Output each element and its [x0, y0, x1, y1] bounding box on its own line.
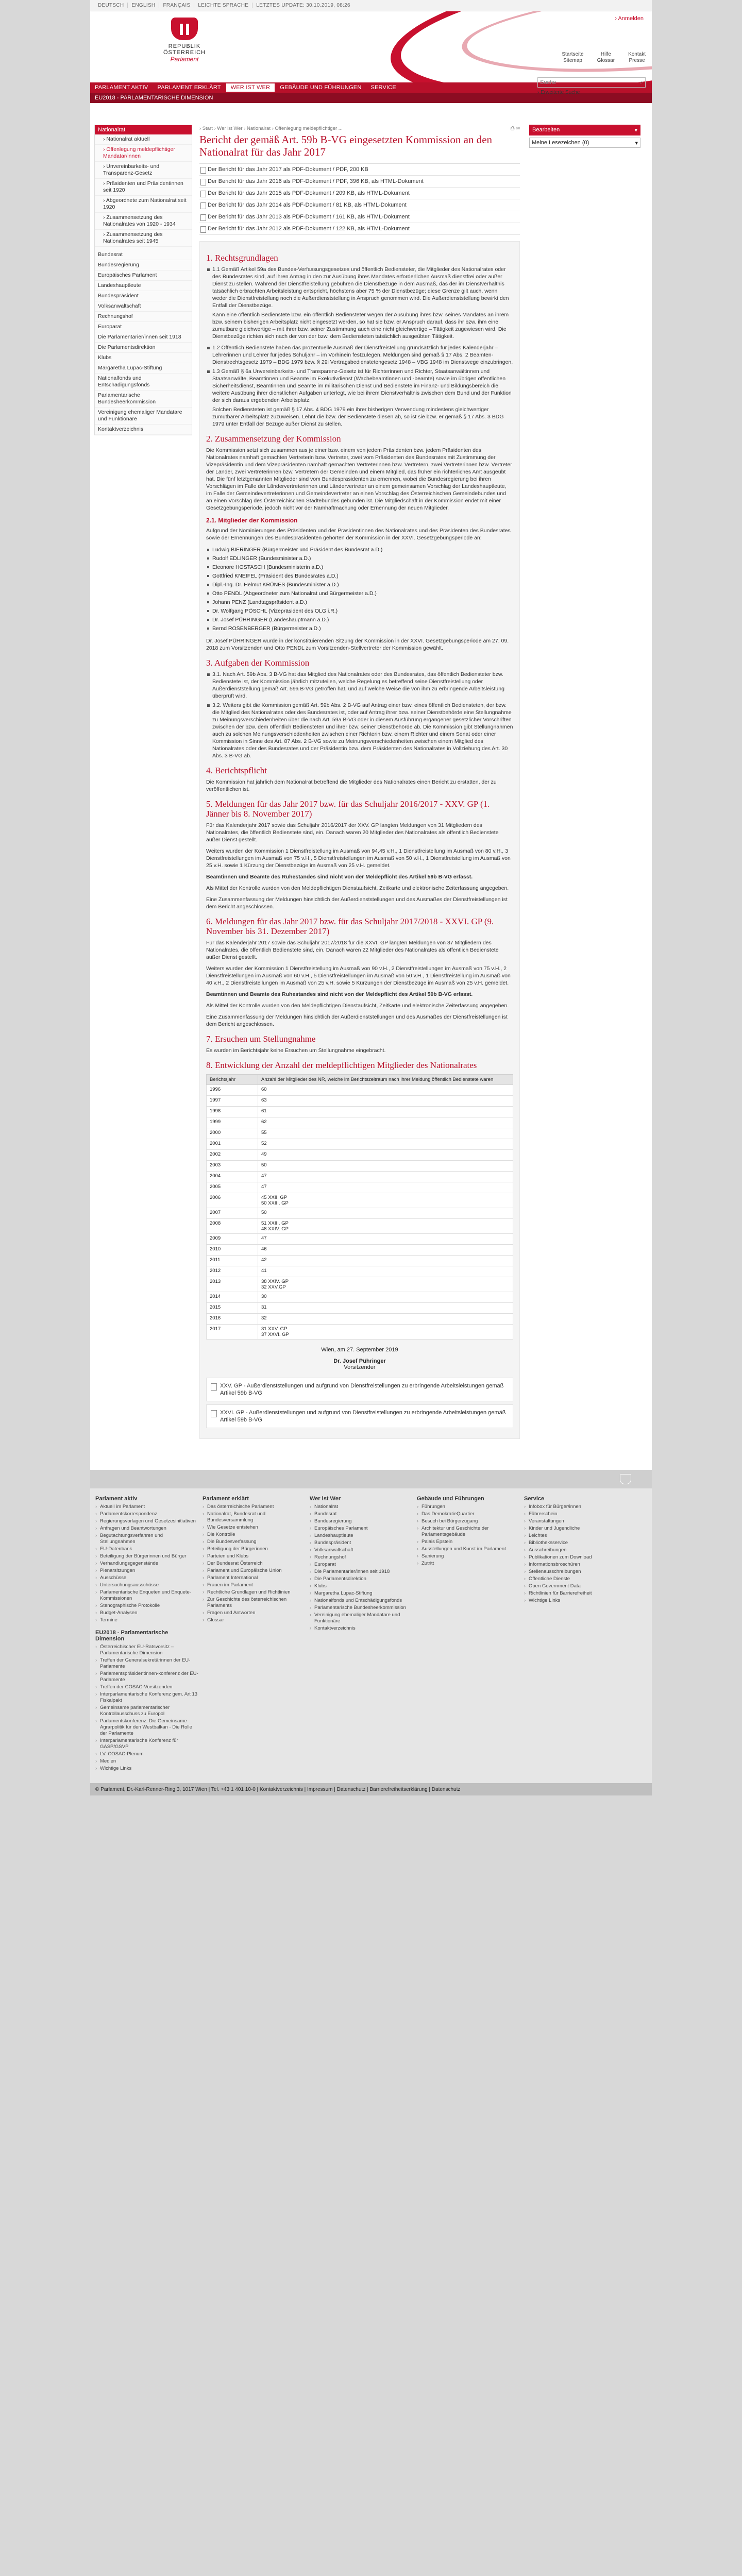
- footer-link[interactable]: › Informationsbroschüren: [524, 1562, 627, 1568]
- count-cell: 42: [258, 1256, 513, 1266]
- count-cell: 38 XXIV. GP 32 XXV.GP: [258, 1277, 513, 1292]
- footer-link[interactable]: › Vereinigung ehemaliger Mandatare und Funktionäre: [310, 1612, 413, 1624]
- year-cell: 2005: [207, 1182, 258, 1193]
- footer-link[interactable]: › Parlamentskonferenz: Die Gemeinsame Agrarpolitik für den Westbalkan - Die Rolle der Parlamente: [95, 1718, 198, 1737]
- table-row: [207, 1139, 513, 1150]
- download-link[interactable]: XXVI. GP - Außerdienststellungen und aufgrund von Dienstfreistellungen zu erbringende Arbeitsleistungen gemäß Artikel 59b B-VG: [206, 1404, 513, 1428]
- report-link[interactable]: Der Bericht für das Jahr 2016 als PDF-Dokument / PDF, 396 KB, als HTML-Dokument: [199, 176, 520, 188]
- member-item: Dr. Josef PÜHRINGER (Landeshauptmann a.D.): [206, 616, 513, 624]
- footer-link[interactable]: › Interparlamentarische Konferenz für GASP/GSVP: [95, 1738, 198, 1750]
- year-cell: 2011: [207, 1256, 258, 1266]
- footer-link[interactable]: › Die Parlamentarier/innen seit 1918: [310, 1569, 413, 1575]
- leftnav-item[interactable]: Parlamentarische Bundesheerkommission: [95, 391, 192, 408]
- footer-link[interactable]: › Parlamentspräsidentinnen-konferenz der EU-Parlamente: [95, 1671, 198, 1683]
- section-heading: 3. Aufgaben der Kommission: [206, 658, 310, 668]
- leftnav-item[interactable]: Rechnungshof: [95, 312, 192, 322]
- leftnav-item[interactable]: Nationalfonds und Entschädigungsfonds: [95, 374, 192, 391]
- footer-link[interactable]: › Margaretha Lupac-Stiftung: [310, 1590, 413, 1597]
- footer-link[interactable]: › Regierungsvorlagen und Gesetzesinitiativen: [95, 1518, 198, 1524]
- table-row: [207, 1292, 513, 1303]
- year-cell: 2003: [207, 1161, 258, 1172]
- footer-column: [417, 1496, 520, 1773]
- footer-link[interactable]: › Veranstaltungen: [524, 1518, 627, 1524]
- member-item: Ludwig BIERINGER (Bürgermeister und Präsident des Bundesrat a.D.): [206, 546, 513, 554]
- footer-column: [310, 1496, 413, 1773]
- header-tool-link[interactable]: [597, 52, 615, 64]
- footer-link[interactable]: › Anfragen und Beantwortungen: [95, 1526, 198, 1532]
- year-cell: 2010: [207, 1245, 258, 1256]
- footer-link[interactable]: › Rechtliche Grundlagen und Richtlinien: [203, 1589, 306, 1596]
- footer-link[interactable]: › Öffentliche Dienste: [524, 1576, 627, 1582]
- print-icon[interactable]: ⎙ ✉: [510, 126, 520, 131]
- footer-heading[interactable]: Wer ist Wer: [310, 1496, 341, 1502]
- count-cell: 55: [258, 1128, 513, 1139]
- leftnav-item[interactable]: Margaretha Lupac-Stiftung: [95, 363, 192, 374]
- leftnav-subitem[interactable]: › Zusammensetzung des Nationalrates von 1920 - 1934: [95, 213, 192, 230]
- footer-link[interactable]: › Bundespräsident: [310, 1540, 413, 1546]
- leftnav-subitem[interactable]: › Abgeordnete zum Nationalrat seit 1920: [95, 196, 192, 213]
- footer-link[interactable]: › Nationalrat: [310, 1504, 413, 1510]
- tool-label: Glossar: [597, 58, 615, 63]
- nav-item[interactable]: EU2018 - PARLAMENTARISCHE DIMENSION: [95, 95, 213, 101]
- leftnav-item[interactable]: Volksanwaltschaft: [95, 301, 192, 312]
- nav-item[interactable]: PARLAMENT ERKLÄRT: [157, 84, 221, 91]
- footer-link[interactable]: › Parlamentarische Bundesheerkommission: [310, 1605, 413, 1611]
- table-row: [207, 1266, 513, 1277]
- member-item: Bernd ROSENBERGER (Bürgermeister a.D.): [206, 624, 513, 633]
- header-tools: [562, 52, 646, 64]
- footer-link[interactable]: › Zur Geschichte des österreichischen Parlaments: [203, 1597, 306, 1609]
- footer-heading[interactable]: Parlament erklärt: [203, 1496, 249, 1502]
- footer-link[interactable]: › Parlament International: [203, 1575, 306, 1581]
- leftnav-item[interactable]: Die Parlamentarier/innen seit 1918: [95, 332, 192, 343]
- footer-link[interactable]: › LV. COSAC-Plenum: [95, 1751, 198, 1757]
- leftnav-subitem[interactable]: › Offenlegung meldepflichtiger Mandatar/innen: [95, 145, 192, 162]
- footer-link[interactable]: › Parlament und Europäische Union: [203, 1568, 306, 1574]
- footer-link[interactable]: › Begutachtungsverfahren und Stellungnahmen: [95, 1533, 198, 1545]
- footer-link[interactable]: › Wichtige Links: [95, 1766, 198, 1772]
- report-link[interactable]: Der Bericht für das Jahr 2013 als PDF-Dokument / 161 KB, als HTML-Dokument: [199, 211, 520, 223]
- table-row: [207, 1085, 513, 1096]
- count-cell: 47: [258, 1172, 513, 1182]
- footer-heading[interactable]: Gebäude und Führungen: [417, 1496, 484, 1502]
- count-cell: 32: [258, 1314, 513, 1325]
- footer: [90, 1488, 652, 1783]
- count-cell: 47: [258, 1234, 513, 1245]
- footer-link[interactable]: › Besuch bei Bürgerzugang: [417, 1518, 520, 1524]
- footer-link[interactable]: › Frauen im Parlament: [203, 1582, 306, 1588]
- count-cell: 50: [258, 1208, 513, 1219]
- footer-link[interactable]: › Publikationen zum Download: [524, 1554, 627, 1561]
- footer-link[interactable]: › Treffen der Generalsekretärinnen der EU-Parlamente: [95, 1657, 198, 1670]
- report-link[interactable]: Der Bericht für das Jahr 2015 als PDF-Dokument / 209 KB, als HTML-Dokument: [199, 188, 520, 199]
- table-row: [207, 1234, 513, 1245]
- table-row: [207, 1117, 513, 1128]
- table-row: [207, 1161, 513, 1172]
- subsection-heading: 2.1. Mitglieder der Kommission: [206, 517, 298, 524]
- last-update: LETZTES UPDATE: 30.10.2019, 08:26: [256, 3, 350, 8]
- footer-column: [95, 1496, 198, 1773]
- language-link[interactable]: ENGLISH: [128, 3, 159, 8]
- footer-link[interactable]: › Infobox für Bürger/innen: [524, 1504, 627, 1510]
- footer-link[interactable]: › Open Government Data: [524, 1583, 627, 1589]
- nav-item[interactable]: GEBÄUDE UND FÜHRUNGEN: [280, 84, 362, 91]
- footer-link[interactable]: › Europäisches Parlament: [310, 1526, 413, 1532]
- report-link[interactable]: Der Bericht für das Jahr 2014 als PDF-Dokument / 81 KB, als HTML-Dokument: [199, 199, 520, 211]
- header: [90, 11, 652, 82]
- footer-link[interactable]: › Treffen der COSAC-Vorsitzenden: [95, 1684, 198, 1690]
- header-tool-link[interactable]: [562, 52, 583, 64]
- footer-link[interactable]: › Ausschüsse: [95, 1575, 198, 1581]
- count-cell: 52: [258, 1139, 513, 1150]
- report-link[interactable]: Der Bericht für das Jahr 2012 als PDF-Dokument / 122 KB, als HTML-Dokument: [199, 223, 520, 235]
- count-cell: 41: [258, 1266, 513, 1277]
- nav-item[interactable]: SERVICE: [370, 84, 396, 91]
- section-heading: 5. Meldungen für das Jahr 2017 bzw. für das Schuljahr 2016/2017 - XXV. GP (1. Jänner bis 8. November 2017): [206, 799, 490, 819]
- header-tool-link[interactable]: [628, 52, 646, 64]
- language-link[interactable]: LEICHTE SPRACHE: [194, 3, 252, 8]
- search-icon[interactable]: ⌕: [639, 79, 643, 86]
- statistics-table: Berichtsjahr Anzahl der Mitglieder des NR, welche im Berichtszeitraum nach ihrer Meldung öffentlich Bedienstete waren 1996 60 1997 63 1998 61 1999 62 2000 55 2001 52 2002 49 2003 50 2004 47 2005 47 2006 45 XXII. GP 50 XXIII. GP 2007 50 2008 51 XXIII. GP 48 XXIV. GP 2009 47 2010 46 2011 42 2012 41 2013 38 XXIV. GP 32 XXV.GP 2014 30 2015 31 2016 32 2017 31 XXV. GP 37 XXVI. GP: [206, 1074, 513, 1340]
- member-list: [206, 546, 513, 633]
- year-cell: 1999: [207, 1117, 258, 1128]
- footer-link[interactable]: › Ausschreibungen: [524, 1547, 627, 1553]
- footer-heading[interactable]: Parlament aktiv: [95, 1496, 138, 1502]
- footer-link[interactable]: › Budget-Analysen: [95, 1610, 198, 1616]
- footer-link[interactable]: › Bundesregierung: [310, 1518, 413, 1524]
- footer-link[interactable]: › Nationalfonds und Entschädigungsfonds: [310, 1598, 413, 1604]
- count-cell: 31: [258, 1303, 513, 1314]
- chevron-down-icon: ▾: [634, 127, 637, 133]
- footer-bar: © Parlament, Dr.-Karl-Renner-Ring 3, 1017 Wien | Tel. +43 1 401 10-0 | Kontaktverzeichnis | Impressum | Datenschutz | Barrierefreiheitserklärung | Datenschutz: [90, 1783, 652, 1795]
- footer-link[interactable]: › Leichtes: [524, 1533, 627, 1539]
- footer-link[interactable]: › Glossar: [203, 1617, 306, 1623]
- table-row: [207, 1245, 513, 1256]
- search-box: [537, 77, 646, 95]
- footer-link[interactable]: › Der Bundesrat Österreich: [203, 1561, 306, 1567]
- advanced-search-link[interactable]: › Erweiterte Suche: [537, 90, 580, 95]
- count-cell: 61: [258, 1107, 513, 1117]
- dropdown-icon: ▾: [635, 140, 638, 146]
- footer-column: [524, 1496, 627, 1773]
- footer-link[interactable]: › Europarat: [310, 1562, 413, 1568]
- search-input[interactable]: Suche ⌕: [537, 77, 646, 88]
- count-cell: 31 XXV. GP 37 XXVI. GP: [258, 1325, 513, 1340]
- tool-label: Hilfe: [600, 52, 611, 57]
- footer-link[interactable]: › Führerschein: [524, 1511, 627, 1517]
- member-item: Gottfried KNEIFEL (Präsident des Bundesrates a.D.): [206, 572, 513, 581]
- footer-link[interactable]: › Führungen: [417, 1504, 520, 1510]
- section-heading: 8. Entwicklung der Anzahl der meldepflichtigen Mitglieder des Nationalrates: [206, 1060, 477, 1070]
- table-row: [207, 1193, 513, 1208]
- language-link[interactable]: FRANÇAIS: [159, 3, 194, 8]
- footer-link[interactable]: › Architektur und Geschichte der Parlamentsgebäude: [417, 1526, 520, 1538]
- tool-label: Startseite: [562, 52, 584, 57]
- footer-link[interactable]: › Palais Epstein: [417, 1539, 520, 1545]
- leftnav-subitem[interactable]: › Nationalrat aktuell: [95, 134, 192, 145]
- table-row: [207, 1303, 513, 1314]
- table-row: [207, 1219, 513, 1234]
- member-item: Eleonore HOSTASCH (Bundesministerin a.D.): [206, 563, 513, 572]
- section-heading: 2. Zusammensetzung der Kommission: [206, 434, 341, 444]
- year-cell: 2008: [207, 1219, 258, 1234]
- footer-link[interactable]: › Wie Gesetze entstehen: [203, 1524, 306, 1531]
- footer-link[interactable]: › Kontaktverzeichnis: [310, 1625, 413, 1632]
- footer-link[interactable]: › Sanierung: [417, 1553, 520, 1560]
- download-link[interactable]: XXV. GP - Außerdienststellungen und aufgrund von Dienstfreistellungen zu erbringende Arbeitsleistungen gemäß Artikel 59b B-VG: [206, 1378, 513, 1401]
- footer-link[interactable]: › Fragen und Antworten: [203, 1610, 306, 1616]
- footer-link[interactable]: › Plenarsitzungen: [95, 1568, 198, 1574]
- leftnav-item[interactable]: Europarat: [95, 322, 192, 332]
- table-row: [207, 1325, 513, 1340]
- footer-link[interactable]: › Aktuell im Parlament: [95, 1504, 198, 1510]
- count-cell: 63: [258, 1096, 513, 1107]
- footer-link[interactable]: › Österreichischer EU-Ratsvorsitz – Parlamentarische Dimension: [95, 1644, 198, 1656]
- table-row: [207, 1256, 513, 1266]
- footer-link[interactable]: › Medien: [95, 1758, 198, 1765]
- leftnav-subitem[interactable]: › Unvereinbarkeits- und Transparenz-Gesetz: [95, 162, 192, 179]
- report-link[interactable]: Der Bericht für das Jahr 2017 als PDF-Dokument / PDF, 200 KB: [199, 164, 520, 176]
- language-bar: [90, 0, 652, 11]
- leftnav-item[interactable]: Landeshauptleute: [95, 281, 192, 291]
- footer-link[interactable]: › Rechnungshof: [310, 1554, 413, 1561]
- footer-link[interactable]: › Untersuchungsausschüsse: [95, 1582, 198, 1588]
- section-heading: 6. Meldungen für das Jahr 2017 bzw. für das Schuljahr 2017/2018 - XXVI. GP (9. November bis 31. Dezember 2017): [206, 917, 494, 936]
- year-cell: 1997: [207, 1096, 258, 1107]
- table-row: [207, 1096, 513, 1107]
- year-cell: 2004: [207, 1172, 258, 1182]
- leftnav-item[interactable]: Klubs: [95, 353, 192, 363]
- leftnav-subitem[interactable]: › Präsidenten und Präsidentinnen seit 1920: [95, 179, 192, 196]
- footer-link[interactable]: › Bibliotheksservice: [524, 1540, 627, 1546]
- footer-link[interactable]: › Beteiligung der Bürgerinnen und Bürger: [95, 1553, 198, 1560]
- leftnav-subitem[interactable]: › Zusammensetzung des Nationalrates seit 1945: [95, 230, 192, 247]
- footer-link[interactable]: › Volksanwaltschaft: [310, 1547, 413, 1553]
- signature: Wien, am 27. September 2019 Dr. Josef Pühringer Vorsitzender: [321, 1347, 398, 1370]
- tool-label: Presse: [629, 58, 645, 63]
- count-cell: 62: [258, 1117, 513, 1128]
- footer-column: [203, 1496, 306, 1773]
- year-cell: 2009: [207, 1234, 258, 1245]
- footer-link[interactable]: › Die Parlamentsdirektion: [310, 1576, 413, 1582]
- year-cell: 2012: [207, 1266, 258, 1277]
- year-cell: 2006: [207, 1193, 258, 1208]
- footer-link[interactable]: › Termine: [95, 1617, 198, 1623]
- footer-heading[interactable]: EU2018 - Parlamentarische Dimension: [95, 1630, 168, 1642]
- download-list: [206, 1378, 513, 1428]
- year-cell: 2013: [207, 1277, 258, 1292]
- member-item: Dr. Wolfgang PÖSCHL (Vizepräsident des OLG i.R.): [206, 607, 513, 616]
- member-item: Johann PENZ (Landtagspräsident a.D.): [206, 598, 513, 607]
- breadcrumb: › Start › Wer ist Wer › Nationalrat › Offenlegung meldepflichtiger ... ⎙ ✉: [199, 126, 520, 131]
- language-link[interactable]: DEUTSCH: [94, 3, 128, 8]
- count-cell: 50: [258, 1161, 513, 1172]
- member-item: Otto PENDL (Abgeordneter zum Nationalrat und Bürgermeister a.D.): [206, 589, 513, 598]
- section-heading: 4. Berichtspflicht: [206, 766, 267, 775]
- count-cell: 49: [258, 1150, 513, 1161]
- section-heading: 7. Ersuchen um Stellungnahme: [206, 1034, 316, 1044]
- footer-link[interactable]: › Die Bundesverfassung: [203, 1539, 306, 1545]
- tool-label: Kontakt: [628, 52, 646, 57]
- footer-link[interactable]: › Verhandlungsgegenstände: [95, 1561, 198, 1567]
- table-row: [207, 1172, 513, 1182]
- footer-link[interactable]: › Klubs: [310, 1583, 413, 1589]
- login-link[interactable]: › Anmelden: [615, 15, 644, 22]
- footer-link[interactable]: › Ausstellungen und Kunst im Parlament: [417, 1546, 520, 1552]
- report-list: [199, 163, 520, 235]
- count-cell: 30: [258, 1292, 513, 1303]
- section-heading: 1. Rechtsgrundlagen: [206, 253, 278, 263]
- member-item: Rudolf EDLINGER (Bundesminister a.D.): [206, 554, 513, 563]
- eagle-icon: [171, 18, 198, 40]
- footer-link[interactable]: › Stellenausschreibungen: [524, 1569, 627, 1575]
- member-item: Dipl.-Ing. Dr. Helmut KRÜNES (Bundesminister a.D.): [206, 581, 513, 589]
- table-row: [207, 1314, 513, 1325]
- count-cell: 51 XXIII. GP 48 XXIV. GP: [258, 1219, 513, 1234]
- table-row: [207, 1128, 513, 1139]
- year-cell: 2015: [207, 1303, 258, 1314]
- footer-link[interactable]: › Stenographische Protokolle: [95, 1603, 198, 1609]
- eagle-icon: [620, 1474, 631, 1484]
- year-cell: 2001: [207, 1139, 258, 1150]
- footer-link[interactable]: › Parlamentskorrespondenz: [95, 1511, 198, 1517]
- footer-link[interactable]: › Parlamentarische Enqueten und Enquete-Kommissionen: [95, 1589, 198, 1602]
- bookmark-select[interactable]: Meine Lesezeichen (0) ▾: [529, 138, 640, 148]
- leftnav-head[interactable]: Nationalrat: [95, 125, 192, 134]
- footer-link[interactable]: › Wichtige Links: [524, 1598, 627, 1604]
- footer-link[interactable]: › Beteiligung der Bürgerinnen: [203, 1546, 306, 1552]
- footer-heading[interactable]: Service: [524, 1496, 545, 1502]
- leftnav-item[interactable]: Bundesrat: [95, 250, 192, 260]
- table-row: [207, 1277, 513, 1292]
- table-row: [207, 1208, 513, 1219]
- count-cell: 60: [258, 1085, 513, 1096]
- footer-link[interactable]: › Richtlinien für Barrierefreiheit: [524, 1590, 627, 1597]
- footer-link[interactable]: › Zutritt: [417, 1561, 520, 1567]
- nav-item[interactable]: WER IST WER: [226, 83, 276, 92]
- footer-link[interactable]: › Das österreichische Parlament: [203, 1504, 306, 1510]
- count-cell: 47: [258, 1182, 513, 1193]
- footer-link[interactable]: › Bundesrat: [310, 1511, 413, 1517]
- year-cell: 2000: [207, 1128, 258, 1139]
- table-row: [207, 1182, 513, 1193]
- year-cell: 1998: [207, 1107, 258, 1117]
- right-sidebar: [527, 121, 645, 1439]
- page-title: Bericht der gemäß Art. 59b B-VG eingesetzten Kommission an den Nationalrat für das Jahr 2017: [199, 133, 493, 158]
- year-cell: 1996: [207, 1085, 258, 1096]
- leftnav-item[interactable]: Vereinigung ehemaliger Mandatare und Funktionäre: [95, 408, 192, 425]
- leftnav-item[interactable]: Europäisches Parlament: [95, 270, 192, 281]
- leftnav-item[interactable]: Bundespräsident: [95, 291, 192, 301]
- bookmark-box-head[interactable]: Bearbeiten ▾: [529, 125, 640, 135]
- footer-link[interactable]: › Interparlamentarische Konferenz gem. Art 13 Fiskalpakt: [95, 1691, 198, 1704]
- footer-link[interactable]: › Gemeinsame parlamentarischer Kontrollausschuss zu Europol: [95, 1705, 198, 1717]
- count-cell: 45 XXII. GP 50 XXIII. GP: [258, 1193, 513, 1208]
- footer-link[interactable]: › EU-Datenbank: [95, 1546, 198, 1552]
- footer-link[interactable]: › Die Kontrolle: [203, 1532, 306, 1538]
- leftnav-item[interactable]: Die Parlamentsdirektion: [95, 343, 192, 353]
- footer-band: [90, 1470, 652, 1488]
- leftnav-item[interactable]: Kontaktverzeichnis: [95, 425, 192, 435]
- year-cell: 2002: [207, 1150, 258, 1161]
- footer-link[interactable]: › Parteien und Klubs: [203, 1553, 306, 1560]
- table-row: [207, 1107, 513, 1117]
- footer-link[interactable]: › Nationalrat, Bundesrat und Bundesversammlung: [203, 1511, 306, 1523]
- footer-link[interactable]: › Landeshauptleute: [310, 1533, 413, 1539]
- footer-link[interactable]: › Kinder und Jugendliche: [524, 1526, 627, 1532]
- year-cell: 2007: [207, 1208, 258, 1219]
- nav-item[interactable]: PARLAMENT AKTIV: [95, 84, 148, 91]
- leftnav-item[interactable]: Bundesregierung: [95, 260, 192, 270]
- page: [90, 0, 652, 1816]
- parliament-logo[interactable]: REPUBLIK ÖSTERREICH Parlament: [151, 18, 218, 63]
- tool-label: Sitemap: [563, 58, 582, 63]
- left-navigation: [90, 121, 192, 1439]
- year-cell: 2017: [207, 1325, 258, 1340]
- table-row: [207, 1150, 513, 1161]
- year-cell: 2014: [207, 1292, 258, 1303]
- main-content: [192, 121, 527, 1439]
- footer-link[interactable]: › Das DemokratieQuartier: [417, 1511, 520, 1517]
- count-cell: 46: [258, 1245, 513, 1256]
- year-cell: 2016: [207, 1314, 258, 1325]
- report-body: 1. Rechtsgrundlagen 1.1 Gemäß Artikel 59a des Bundes-Verfassungsgesetzes und öffentlich Bediensteter, die Mitglieder des Nationalrates oder des Bundesrates sind, auf ihren Antrag in den zur Ausübung ihres Mandates erforderlichen Ausmaß dienstfrei oder außer Dienst zu stellen. Während der Dienstfreistellung gebühren die Dienstbezüge in dem Ausmaß, das der im Dienstverhältnis tatsächlich erbrachten Arbeitsleistung entspricht, höchstens aber 75 % der Dienstbezüge; diese Grenze gilt auch, wenn weder die Dienstfreistellung noch die Außerdienststellung in Anspruch genommen wird. Die Außerdienststellung bewirkt den Entfall der Dienstbezüge. Kann eine öffentlich Bedienstete bzw. ein öffentlich Bediensteter wegen der Ausübung ihres bzw. seines Mandates an ihrem bzw. seinem bisherigen Arbeitsplatz nicht eingesetzt werden, so hat sie bzw. er Anspruch darauf, dass ihr bzw. ihm eine zumutbare gleichwertige – mit ihrer bzw. seiner Zustimmung auch eine nicht gleichwertige – Tätigkeit zugewiesen wird. Die Dienstbezüge richten sich nach der von der bzw. dem Bediensteten tatsächlich ausgeübten Tätigkeit. 1.2 Öffentlich Bedienstete haben das prozentuelle Ausmaß der Dienstfreistellung grundsätzlich für jedes Kalenderjahr – Lehrerinnen und Lehrer für jedes Schuljahr – im Vorhinein festzulegen. Meldungen sind gemäß § 17 Abs. 2 Beamten-Dienstrechtsgesetz 1979 – BDG 1979 bzw. § 29i Vertragsbedienstetengesetz 1948 – VBG 1948 im Dienstwege einzubringen. 1.3 Gemäß § 6a Unvereinbarkeits- und Transparenz-Gesetz ist für Richterinnen und Richter, Staatsanwältinnen und Staatsanwälte, Beamtinnen und Beamte im Exekutivdienst (Wachebeamtinnen und -beamte) sowie im übrigen öffentlichen Sicherheitsdienst, Beamtinnen und Beamte im militärischen Dienst und Bedienstete im Finanz- und Bildungsbereich die weitere Ausübung ihrer dienstlichen Aufgaben unterlegt, wie bei ihrem Dienstverhältnis zwischen dem Bund und der Funktion der sich daraus ergebenden Arbeitsplatz. Solchen Bediensteten ist gemäß § 17 Abs. 4 BDG 1979 ein ihrer bisherigen Verwendung mindestens gleichwertiger zumutbarer Arbeitsplatz zuzuweisen. Lehnt die bzw. der Bedienstete diesen ab, so ist sie bzw. er gemäß § 17 Abs. 3 BDG 1979 unter Entfall der Bezüge außer Dienst zu stellen. 2. Zusammensetzung der Kommission Die Kommission setzt sich zusammen aus je einer bzw. einem von jedem Präsidenten bzw. jedem Präsidenten des Nationalrates namhaft gemachten Vertreterin bzw. Vertreter, zwei vom Präsidenten des Bundesrates mit Zustimmung der Vizepräsidentin und dem Vizepräsidenten namhaft gemachten Vertreterinnen bzw. Vertretern, zwei Vertreterinnen bzw. Vertreter der Länder, zwei Vertreterinnen bzw. Vertretern der Gemeinden und einem Mitglied, das früher ein richterliches Amt ausgeübt hat. Die fünf letztgenannten Mitglieder sind vom Bundespräsidenten zu ernennen, wobei die Bundesregierung bei ihren Vorschlägen im Falle der Ländervertreterinnen und Ländervertreter an einem gemeinsamen Vorschlag der Landeshauptleute, im Falle der Gemeindevertreterinnen und Gemeindevertreter an einen Vorschlag des Österreichischen Gemeindebundes und an einen Vorschlag des Österreichischen Städtebundes gebunden ist. Die Mitgliedschaft in der Kommission endet mit einer Gesetzgebungsperiode, jedoch nicht vor der Namhaftmachung oder Ernennung der neuen Mitglieder. 2.1. Mitglieder der Kommission Aufgrund der Nominierungen des Präsidenten und der Präsidentinnen des Nationalrates und des Präsidenten des Bundesrates sowie der Ernennungen des Bundespräsidenten gehörten der Kommission in der XXVI. Gesetzgebungsperiode an: Ludwig BIERINGER (Bürgermeister und Präsident des Bundesrat a.D.) Rudolf EDLINGER (Bundesminister a.D.) Eleonore HOSTASCH (Bundesministerin a.D.) Gottfried KNEIFEL (Präsident des Bundesrates a.D.) Dipl.-Ing. Dr. Helmut KRÜNES (Bundesminister a.D.) Otto PENDL (Abgeordneter zum Nationalrat und Bürgermeister a.D.) Johann PENZ (Landtagspräsident a.D.) Dr. Wolfgang PÖSCHL (Vizepräsident des OLG i.R.) Dr. Josef PÜHRINGER (Landeshauptmann a.D.) Bernd ROSENBERGER (Bürgermeister a.D.) Dr. Josef PÜHRINGER wurde in der konstituierenden Sitzung der Kommission in der XXVI. Gesetzgebungsperiode am 27. 09. 2018 zum Vorsitzenden und Otto PENDL zum Vorsitzenden-Stellvertreter der Kommission gewählt. 3. Aufgaben der Kommission 3.1. Nach Art. 59b Abs. 3 B-VG hat das Mitglied des Nationalrates oder des Bundesrates, das öffentlich Bediensteter bzw. Bedienstete ist, der Kommission jährlich mitzuteilen, welche Regelung es betreffend seine Dienstfreistellung oder Außerdienststellung gemäß Art. 59a B-VG getroffen hat, und auf welche Weise die von ihm zu erbringende Arbeitsleistung überprüft wird. 3.2. Weiters gibt die Kommission gemäß Art. 59b Abs. 2 B-VG auf Antrag einer bzw. eines öffentlich Bediensteten, der bzw. die Mitglied des Nationalrates oder des Bundesrates ist, oder auf Antrag ihrer bzw. seiner Dienstbehörde eine Stellungnahme zu Meinungsverschiedenheiten über die nach Art. 59a B-VG oder in diesem Ausführung ergangener gesetzlicher Vorschriften zwischen der bzw. dem öffentlich Bediensteten und ihrer bzw. seiner Dienstbehörde ab. Die Kommission gibt Stellungnahmen auch zu solchen Meinungsverschiedenheiten zwischen einer Richterin bzw. einem Richter und einem Senat oder einer Kommission in Sinne des Art. 87 Abs. 2 B-VG sowie zu Meinungsverschiedenheiten zwischen einem Mitglied des Nationalrates oder des Bundesrates und der Präsidentin bzw. dem Präsidenten des Nationalrates in Vollziehung des Art. 30 Abs. 3 B-VG ab. 4. Berichtspflicht Die Kommission hat jährlich dem Nationalrat betreffend die Mitglieder des Nationalrates einen Bericht zu erstatten, der zu veröffentlichen ist. 5. Meldungen für das Jahr 2017 bzw. für das Schuljahr 2016/2017 - XXV. GP (1. Jänner bis 8. November 2017) Für das Kalenderjahr 2017 sowie das Schuljahr 2016/2017 der XXV. GP langten Meldungen von 31 Mitgliedern des Nationalrates, die öffentlich Bedienstete sind, ein. Danach waren 20 Mitglieder des Nationalrates als öffentlich Bedienstete außer Dienst gestellt. Weiters wurden der Kommission 1 Dienstfreistellung im Ausmaß von 94,45 v.H., 1 Dienstfreistellung im Ausmaß von 80 v.H., 3 Dienstfreistellungen im Ausmaß von 75 v.H., 5 Dienstfreistellungen im Ausmaß von 50 v.H., 1 Dienstfreistellung im Ausmaß von 25 v.H. sowie 1 Kürzung der Dienstbezüge im Ausmaß von 25 v.H. gemeldet. Beamtinnen und Beamte des Ruhestandes sind nicht von der Meldepflicht des Artikel 59b B-VG erfasst. Als Mittel der Kontrolle wurden von den Meldepflichtigen Dienstaufsicht, Zeitkarte und elektronische Zeiterfassung angegeben. Eine Zusammenfassung der Meldungen hinsichtlich der Außerdienststellungen und des Ausmaßes der Dienstfreistellungen ist dem Bericht angeschlossen. 6. Meldungen für das Jahr 2017 bzw. für das Schuljahr 2017/2018 - XXVI. GP (9. November bis 31. Dezember 2017) Für das Kalenderjahr 2017 sowie das Schuljahr 2017/2018 für die XXVI. GP langten Meldungen von 37 Mitgliedern des Nationalrates, die öffentlich Bedienstete sind, ein. Danach waren 22 Mitglieder des Nationalrates als öffentlich Bedienstete außer Dienst gestellt. Weiters wurden der Kommission 1 Dienstfreistellung im Ausmaß von 90 v.H., 2 Dienstfreistellungen im Ausmaß von 75 v.H., 2 Dienstfreistellungen im Ausmaß von 60 v.H., 5 Dienstfreistellungen im Ausmaß von 50 v.H., 1 Dienstfreistellung im Ausmaß von 40 v.H., 2 Dienstfreistellungen im Ausmaß von 25 v.H. sowie 5 Kürzungen der Dienstbezüge im Ausmaß von 25 v.H. gemeldet. Beamtinnen und Beamte des Ruhestandes sind nicht von der Meldepflicht des Artikel 59b B-VG erfasst. Als Mittel der Kontrolle wurden von den Meldepflichtigen Dienstaufsicht, Zeitkarte und elektronische Zeiterfassung angegeben. Eine Zusammenfassung der Meldungen hinsichtlich der Außerdienststellungen und des Ausmaßes der Dienstfreistellungen ist dem Bericht angeschlossen. 7. Ersuchen um Stellungnahme Es wurden im Berichtsjahr keine Ersuchen um Stellungnahme eingebracht. 8. Entwicklung der Anzahl der meldepflichtigen Mitglieder des Nationalrates Berichtsjahr Anzahl der Mitglieder des NR, welche im Berichtszeitraum nach ihrer Meldung öffentlich Bedienstete waren 1996 60 1997 63 1998 61 1999 62 2000 55 2001 52 2002 49 2003 50 2004 47 2005 47 2006 45 XXII. GP 50 XXIII. GP 2007 50 2008 51 XXIII. GP 48 XXIV. GP 2009 47 2010 46 2011 42 2012 41 2013 38 XXIV. GP 32 XXV.GP 2014 30 2015 31 2016 32 2017 31 XXV. GP 37 XXVI. GP Wien, am 27. September 2019 Dr. Josef Pühringer Vorsitzender XXV. GP - Außerdienststellungen und aufgrund von Dienstfreistellungen zu erbringende Arbeitsleistungen gemäß Artikel 59b B-VG XXVI. GP - Außerdienststellungen und aufgrund von Dienstfreistellungen zu erbringende Arbeitsleistungen gemäß Artikel 59b B-VG: [199, 241, 520, 1439]
